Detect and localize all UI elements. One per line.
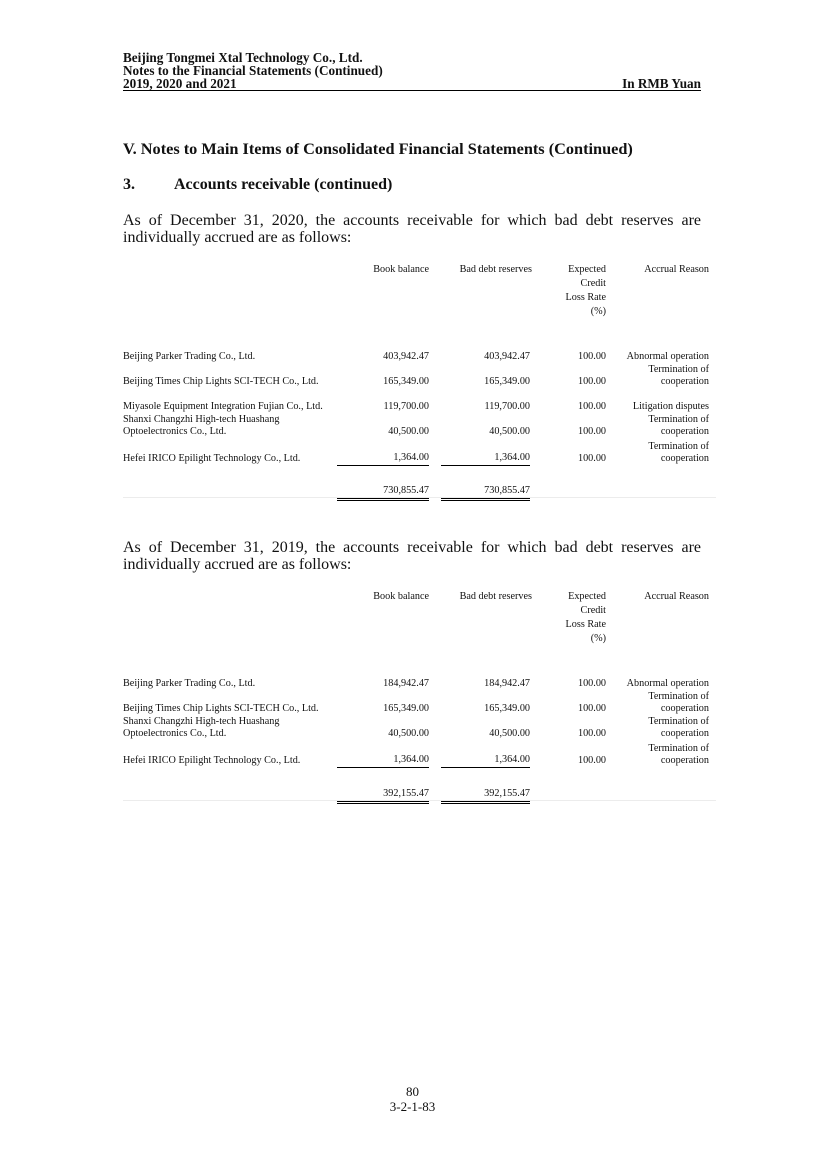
reason-cell: Litigation disputes bbox=[632, 401, 709, 413]
paragraph-2019: As of December 31, 2019, the accounts receivable for which bad debt reserves are individually accrued are as follows: bbox=[123, 539, 701, 573]
loss-rate-cell: 100.00 bbox=[577, 728, 606, 740]
col-header-bad-debt: Bad debt reserves bbox=[459, 591, 532, 602]
company-name-cell: Beijing Parker Trading Co., Ltd. bbox=[123, 351, 256, 363]
subsection-number: 3. bbox=[123, 176, 135, 193]
loss-rate-cell: 100.00 bbox=[577, 703, 606, 715]
loss-rate-cell: 100.00 bbox=[577, 426, 606, 438]
company-name-cell: Hefei IRICO Epilight Technology Co., Ltd. bbox=[123, 453, 301, 465]
book-balance-cell: 403,942.47 bbox=[383, 351, 429, 363]
bad-debt-cell: 1,364.00 bbox=[441, 754, 530, 768]
table-divider bbox=[123, 800, 716, 801]
ecl-header-line3: Loss Rate bbox=[565, 292, 606, 304]
reason-cell: Termination of cooperation bbox=[648, 440, 709, 465]
col-header-expected-loss bbox=[551, 264, 606, 320]
reason-cell: Termination of cooperation bbox=[648, 690, 709, 715]
total-bad-debt: 730,855.47 bbox=[441, 485, 530, 501]
book-balance-cell: 119,700.00 bbox=[383, 401, 429, 413]
table-row bbox=[123, 339, 716, 364]
book-balance-cell: 165,349.00 bbox=[383, 376, 429, 388]
ecl-header-line4: (%) bbox=[590, 633, 606, 645]
col-header-book-balance: Book balance bbox=[373, 264, 429, 275]
reason-cell: Abnormal operation bbox=[626, 678, 709, 690]
company-name-cell: Beijing Times Chip Lights SCI-TECH Co., Ltd. bbox=[123, 703, 319, 715]
table-row bbox=[123, 691, 716, 716]
company-name: Beijing Tongmei Xtal Technology Co., Ltd. bbox=[123, 50, 363, 65]
loss-rate-cell: 100.00 bbox=[577, 755, 606, 767]
page-number: 80 bbox=[406, 1084, 419, 1099]
loss-rate-cell: 100.00 bbox=[577, 678, 606, 690]
loss-rate-cell: 100.00 bbox=[577, 401, 606, 413]
col-header-expected-loss bbox=[551, 591, 606, 647]
table-row bbox=[123, 666, 716, 691]
total-book-balance: 730,855.47 bbox=[337, 485, 429, 501]
currency-note: In RMB Yuan bbox=[622, 76, 701, 91]
bad-debt-cell: 119,700.00 bbox=[484, 401, 530, 413]
book-balance-cell: 184,942.47 bbox=[383, 678, 429, 690]
bad-debt-cell: 184,942.47 bbox=[484, 678, 530, 690]
table-row bbox=[123, 742, 716, 768]
company-name-cell: Shanxi Changzhi High-tech Huashang Optoelectronics Co., Ltd. bbox=[123, 715, 280, 740]
company-name-cell: Miyasole Equipment Integration Fujian Co., Ltd. bbox=[123, 401, 323, 413]
ecl-header-line2: Credit bbox=[580, 278, 606, 290]
col-header-accrual-reason: Accrual Reason bbox=[644, 264, 709, 275]
ecl-header-line4: (%) bbox=[590, 306, 606, 318]
table-divider bbox=[123, 497, 716, 498]
company-name-cell: Beijing Parker Trading Co., Ltd. bbox=[123, 678, 256, 690]
page-header bbox=[123, 51, 701, 91]
bad-debt-cell: 1,364.00 bbox=[441, 452, 530, 466]
paragraph-2020: As of December 31, 2020, the accounts receivable for which bad debt reserves are individually accrued are as follows: bbox=[123, 212, 701, 246]
book-balance-cell: 1,364.00 bbox=[337, 452, 429, 466]
header-years-line bbox=[123, 77, 701, 91]
ecl-header-line3: Loss Rate bbox=[565, 619, 606, 631]
total-bad-debt: 392,155.47 bbox=[441, 788, 530, 804]
book-balance-cell: 40,500.00 bbox=[388, 728, 429, 740]
col-header-accrual-reason: Accrual Reason bbox=[644, 591, 709, 602]
table-row bbox=[123, 389, 716, 414]
subsection-label: Accounts receivable (continued) bbox=[174, 176, 393, 193]
document-reference: 3-2-1-83 bbox=[389, 1099, 436, 1114]
bad-debt-cell: 403,942.47 bbox=[484, 351, 530, 363]
col-header-bad-debt: Bad debt reserves bbox=[459, 264, 532, 275]
reason-cell: Abnormal operation bbox=[626, 351, 709, 363]
loss-rate-cell: 100.00 bbox=[577, 453, 606, 465]
book-balance-cell: 1,364.00 bbox=[337, 754, 429, 768]
bad-debt-cell: 40,500.00 bbox=[489, 728, 530, 740]
ecl-header-line2: Credit bbox=[580, 605, 606, 617]
total-book-balance: 392,155.47 bbox=[337, 788, 429, 804]
reason-cell: Termination of cooperation bbox=[648, 413, 709, 438]
loss-rate-cell: 100.00 bbox=[577, 376, 606, 388]
table-row bbox=[123, 364, 716, 389]
bad-debt-cell: 40,500.00 bbox=[489, 426, 530, 438]
ecl-header-line1: Expected bbox=[568, 264, 606, 275]
table-row bbox=[123, 716, 716, 741]
ecl-header-line1: Expected bbox=[568, 591, 606, 602]
company-name-cell: Hefei IRICO Epilight Technology Co., Ltd. bbox=[123, 755, 301, 767]
table-row bbox=[123, 440, 716, 466]
col-header-book-balance: Book balance bbox=[373, 591, 429, 602]
bad-debt-cell: 165,349.00 bbox=[484, 703, 530, 715]
bad-debt-cell: 165,349.00 bbox=[484, 376, 530, 388]
company-name-cell: Beijing Times Chip Lights SCI-TECH Co., Ltd. bbox=[123, 376, 319, 388]
section-title: V. Notes to Main Items of Consolidated Financial Statements (Continued) bbox=[123, 139, 633, 158]
reason-cell: Termination of cooperation bbox=[648, 715, 709, 740]
loss-rate-cell: 100.00 bbox=[577, 351, 606, 363]
report-years: 2019, 2020 and 2021 bbox=[123, 76, 237, 91]
subsection-title bbox=[123, 176, 392, 194]
reason-cell: Termination of cooperation bbox=[648, 363, 709, 388]
book-balance-cell: 165,349.00 bbox=[383, 703, 429, 715]
reason-cell: Termination of cooperation bbox=[648, 742, 709, 767]
company-name-cell: Shanxi Changzhi High-tech Huashang Optoelectronics Co., Ltd. bbox=[123, 413, 280, 438]
table-row bbox=[123, 414, 716, 439]
notes-title: Notes to the Financial Statements (Continued) bbox=[123, 63, 383, 78]
book-balance-cell: 40,500.00 bbox=[388, 426, 429, 438]
